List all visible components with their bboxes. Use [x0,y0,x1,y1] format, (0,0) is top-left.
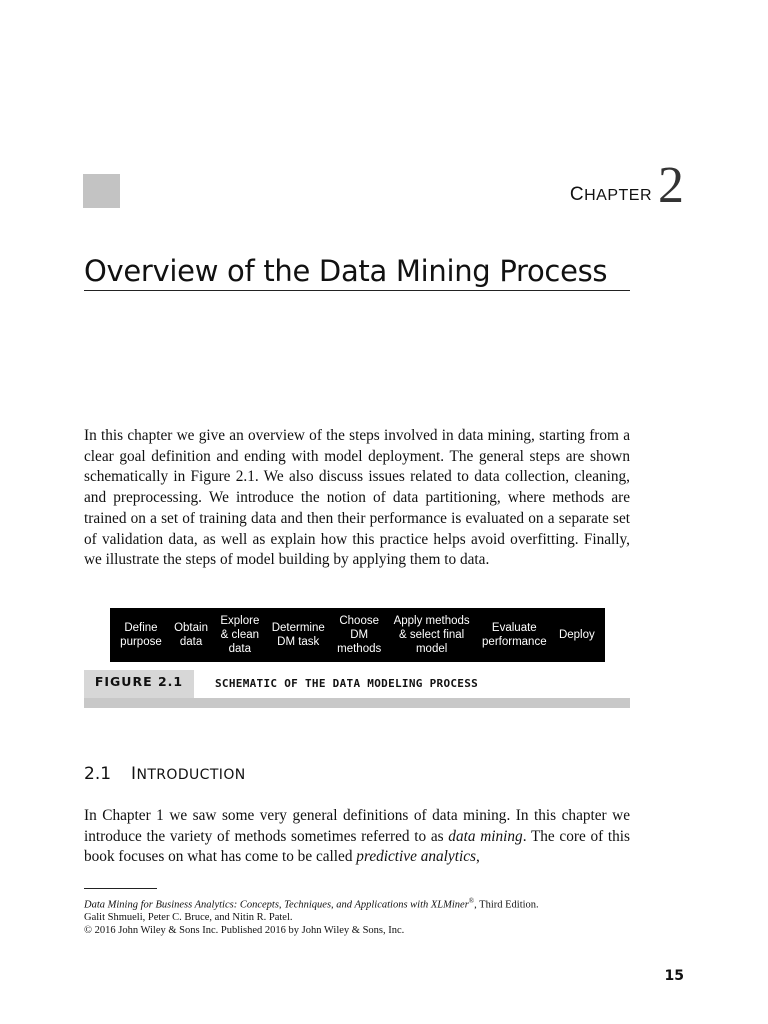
process-schematic [110,608,605,662]
section-text-em2: predictive analytics [356,848,476,866]
section-number: 2.1 [84,764,112,784]
footnote-rule [84,888,157,889]
figure-label: FIGURE 2.1 [84,670,194,698]
section-title-rest: NTRODUCTION [136,767,246,783]
chapter-label [569,157,684,214]
section-text-em1: data mining [448,827,523,845]
chapter-word-initial: C [569,184,585,205]
page-number: 15 [664,968,684,984]
chapter-word-rest: HAPTER [584,187,652,204]
process-step: Evaluate performance [482,622,547,648]
process-step: Determine DM task [271,622,325,648]
process-step: Choose DM methods [337,615,382,655]
process-step: Deploy [558,629,595,641]
process-step: Obtain data [174,622,208,648]
section-text-part1: In Chapter 1 we saw some very general definitions of data mining. In this chapter we introduce the variety of methods sometimes referred to as [84,807,630,845]
footnote-authors: Galit Shmueli, Peter C. Bruce, and Nitin R. Patel. [84,912,293,923]
intro-paragraph: In this chapter we give an overview of the steps involved in data mining, starting from a clear goal definition and ending with model deployment. The general steps are shown schematically in Figure 2.1. We also discuss issues related to data collection, cleaning, and preprocessing. We introduce the notion of data partitioning, where methods are trained on a set of training data and then their performance is evaluated on a separate set of validation data, as well as explain how this practice helps avoid overfitting. Finally, we illustrate the steps of model building by applying them to data. [84,427,630,569]
section-title-initial: I [131,764,137,784]
chapter-title: Overview of the Data Mining Process [84,252,630,291]
footnote-edition: , Third Edition. [474,899,539,911]
figure-caption: SCHEMATIC OF THE DATA MODELING PROCESS [215,677,479,690]
footnote-citation [84,895,644,912]
process-step: Define purpose [120,622,162,648]
chapter-marker-block [83,174,120,208]
section-heading [84,764,246,784]
footnote-registered-mark: ® [468,897,475,905]
footnote [84,895,644,937]
footnote-book-title: Data Mining for Business Analytics: Concepts, Techniques, and Applications with XLMiner [84,899,469,911]
chapter-number: 2 [658,157,684,214]
section-text-part3: , [475,848,480,866]
section-text-part2: . The core of this book focuses on what has come to be called [84,827,630,866]
footnote-copyright: © 2016 John Wiley & Sons Inc. Published 2016 by John Wiley & Sons, Inc. [84,924,405,936]
process-step: Apply methods & select final model [393,615,470,655]
section-title [131,764,246,784]
chapter-word [570,184,652,206]
process-step: Explore & clean data [220,615,260,655]
section-paragraph [84,806,630,868]
